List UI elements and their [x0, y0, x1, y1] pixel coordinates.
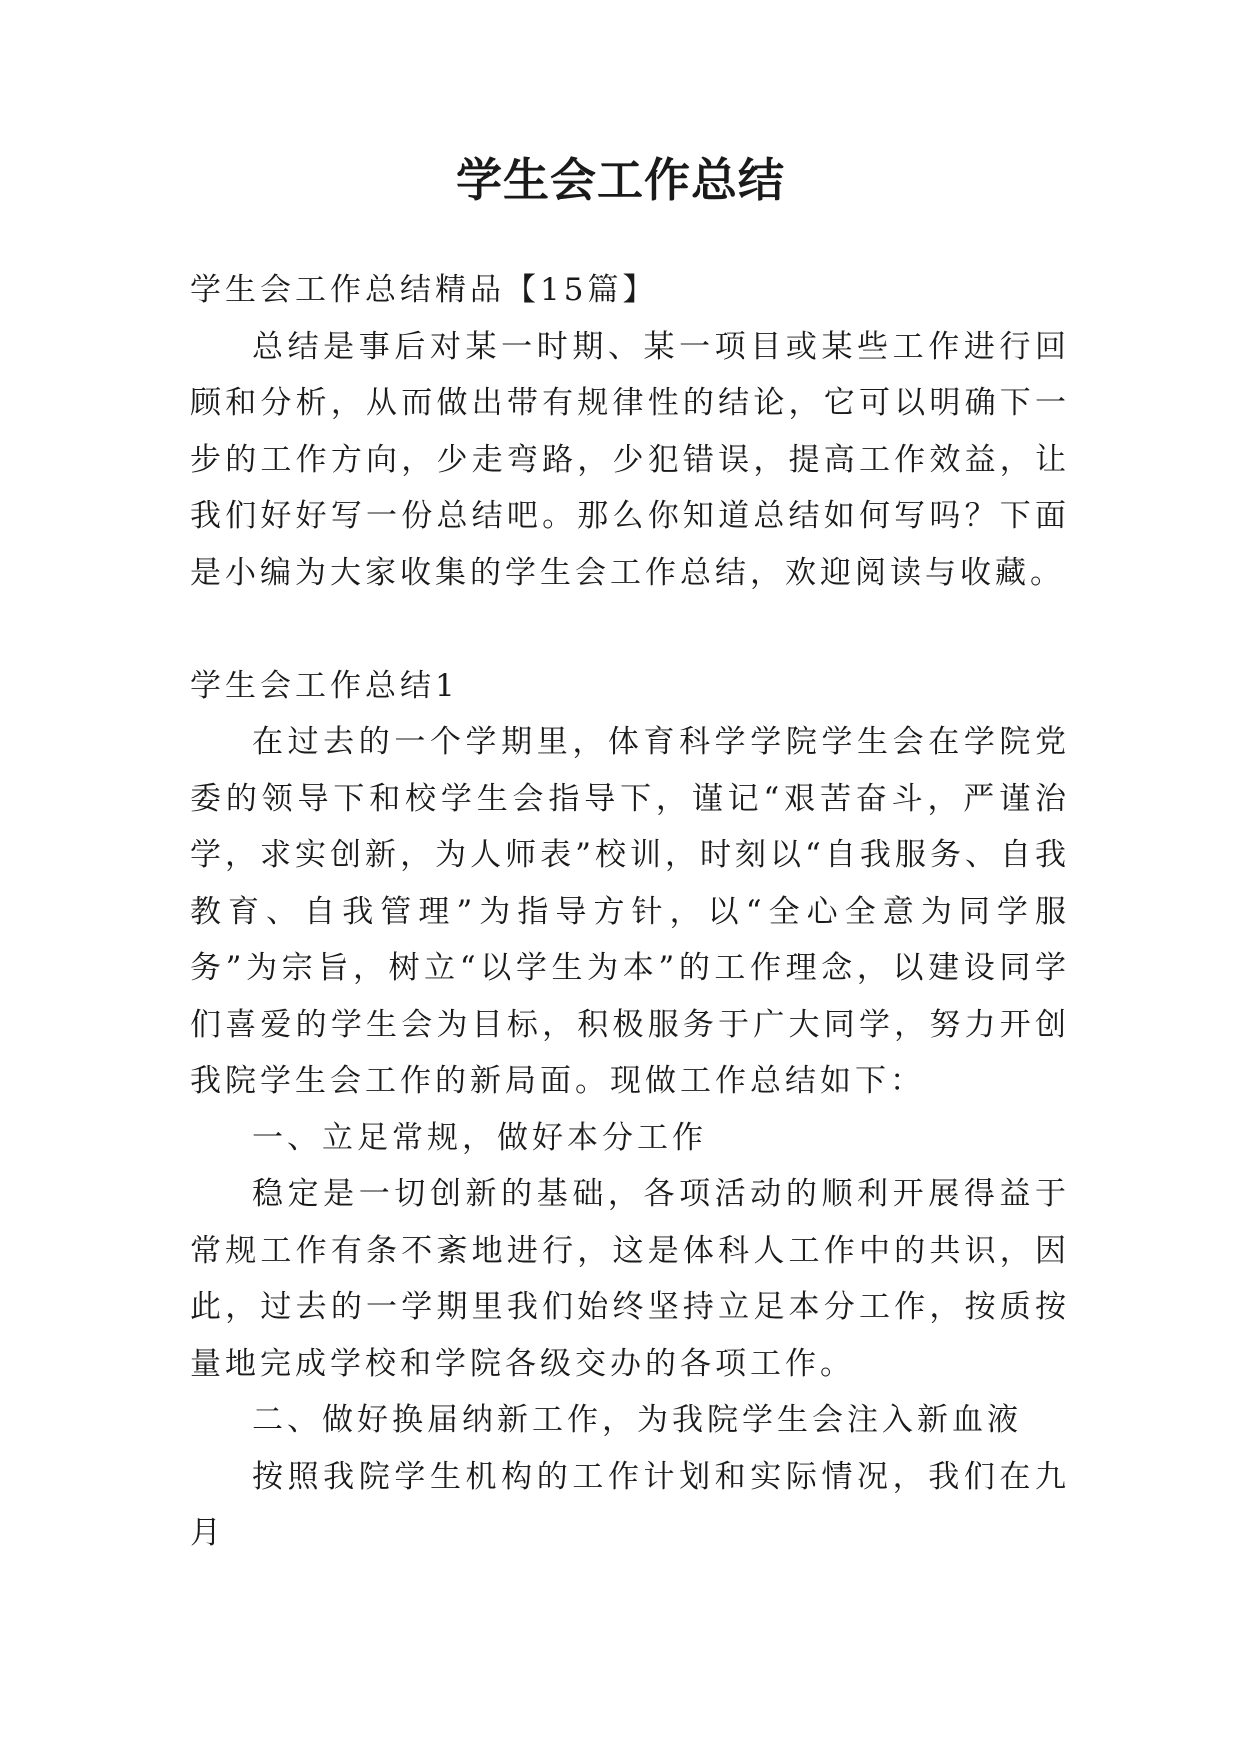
item-paragraph: 稳定是一切创新的基础，各项活动的顺利开展得益于常规工作有条不紊地进行，这是体科人工作中的共识，因此，过去的一学期里我们始终坚持立足本分工作，按质按量地完成学校和学院各级交办的各项工作。	[190, 1176, 1070, 1382]
section-heading: 学生会工作总结1	[190, 667, 459, 704]
section-paragraph: 在过去的一个学期里，体育科学学院学生会在学院党委的领导下和校学生会指导下，谨记“艰苦奋斗，严谨治学，求实创新，为人师表”校训，时刻以“自我服务、自我教育、自我管理”为指导方针，以“全心全意为同学服务”为宗旨，树立“以学生为本”的工作理念，以建设同学们喜爱的学生会为目标，积极服务于广大同学，努力开创我院学生会工作的新局面。现做工作总结如下：	[190, 724, 1070, 1099]
item-heading: 二、做好换届纳新工作，为我院学生会注入新血液	[252, 1402, 1022, 1438]
item-paragraph: 按照我院学生机构的工作计划和实际情况，我们在九月	[190, 1458, 1070, 1551]
document-body	[190, 262, 1070, 1562]
paragraph-gap	[190, 601, 1070, 658]
document-title: 学生会工作总结	[456, 153, 785, 207]
item-heading: 一、立足常规，做好本分工作	[252, 1119, 707, 1156]
document-subtitle: 学生会工作总结精品【15篇】	[190, 272, 658, 308]
intro-paragraph: 总结是事后对某一时期、某一项目或某些工作进行回顾和分析，从而做出带有规律性的结论，它可以明确下一步的工作方向，少走弯路，少犯错误，提高工作效益，让我们好好写一份总结吧。那么你知道总结如何写吗？下面是小编为大家收集的学生会工作总结，欢迎阅读与收藏。	[190, 328, 1070, 591]
